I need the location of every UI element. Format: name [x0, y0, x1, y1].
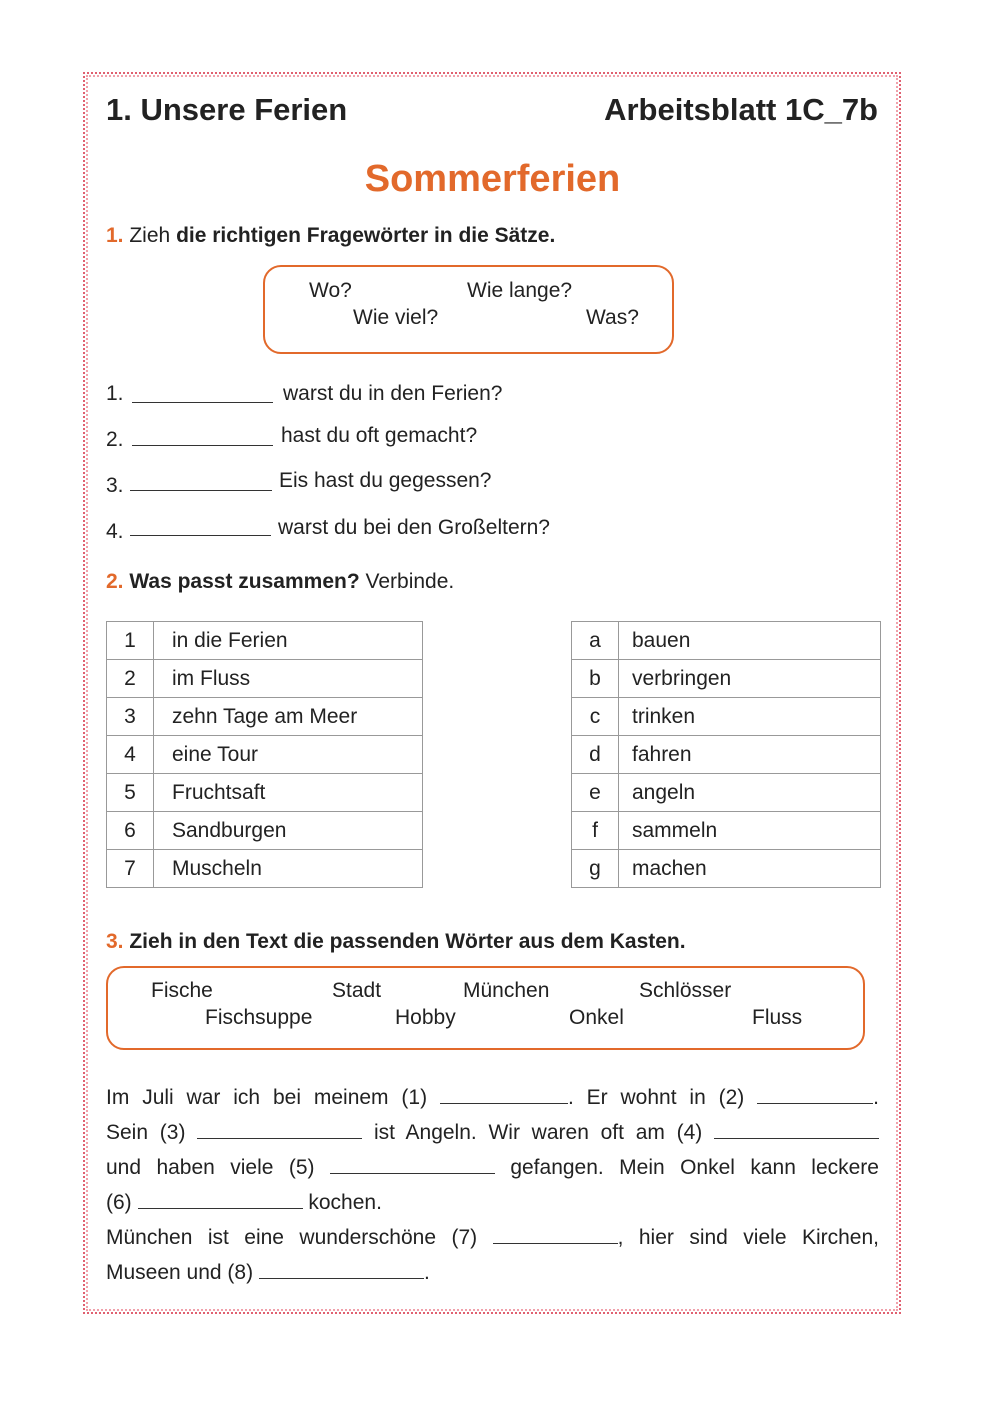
row-number: 5	[107, 774, 154, 812]
task3-word-box	[106, 966, 865, 1050]
text-segment: kochen.	[308, 1191, 382, 1214]
table-row[interactable]	[572, 850, 881, 888]
row-text: eine Tour	[154, 736, 423, 774]
word-chip[interactable]: Wie lange?	[467, 279, 573, 302]
text-segment: . Er wohnt in (2)	[567, 1086, 745, 1109]
word-chip[interactable]: Was?	[586, 306, 639, 329]
task1-word-box	[263, 265, 674, 354]
table-row[interactable]	[572, 660, 881, 698]
text-segment: Museen und (8)	[106, 1261, 254, 1284]
word-chip[interactable]: Fluss	[752, 1006, 803, 1029]
row-text: in die Ferien	[154, 622, 423, 660]
sentence-text: warst du bei den Großeltern?	[278, 516, 550, 539]
row-text: Fruchtsaft	[154, 774, 423, 812]
task3-number: 3.	[106, 930, 124, 953]
table-row[interactable]	[572, 812, 881, 850]
row-number: 6	[107, 812, 154, 850]
table-row[interactable]	[107, 736, 423, 774]
text-segment: ist Angeln. Wir waren oft am (4)	[373, 1121, 703, 1144]
sentence-text: Eis hast du gegessen?	[279, 469, 492, 492]
task1-bold: die richtigen Fragewörter in die Sätze.	[176, 224, 556, 247]
row-text: fahren	[619, 736, 881, 774]
word-chip[interactable]: München	[463, 979, 550, 1002]
task3-bold: Zieh in den Text die passenden Wörter aus dem Kasten.	[129, 930, 686, 953]
sentence-text: hast du oft gemacht?	[281, 424, 478, 447]
row-letter: b	[572, 660, 619, 698]
row-text: verbringen	[619, 660, 881, 698]
word-chip[interactable]: Wo?	[309, 279, 352, 302]
row-letter: a	[572, 622, 619, 660]
table-row[interactable]	[572, 736, 881, 774]
row-text: im Fluss	[154, 660, 423, 698]
row-number: 2	[107, 660, 154, 698]
task2-number: 2.	[106, 570, 124, 593]
gap-8[interactable]	[259, 1264, 424, 1279]
word-chip[interactable]: Stadt	[332, 979, 382, 1002]
gap-2[interactable]	[757, 1089, 873, 1104]
table-row[interactable]	[107, 660, 423, 698]
worksheet-id: Arbeitsblatt 1C_7b	[604, 92, 878, 127]
text-segment: .	[423, 1261, 430, 1284]
sentence-number: 4.	[106, 520, 124, 543]
table-row[interactable]	[572, 698, 881, 736]
sentence-text: warst du in den Ferien?	[283, 382, 503, 405]
answer-drop-zone[interactable]	[132, 445, 273, 446]
sentence-number: 2.	[106, 428, 124, 451]
word-chip[interactable]: Onkel	[569, 1006, 624, 1029]
text-segment: .	[873, 1086, 880, 1109]
row-number: 1	[107, 622, 154, 660]
text-segment: und haben viele (5)	[106, 1156, 315, 1179]
row-text: angeln	[619, 774, 881, 812]
answer-drop-zone[interactable]	[130, 535, 271, 536]
text-segment: gefangen. Mein Onkel kann leckere	[510, 1156, 879, 1179]
row-letter: e	[572, 774, 619, 812]
answer-drop-zone[interactable]	[132, 402, 273, 403]
row-text: Muscheln	[154, 850, 423, 888]
sentence-number: 3.	[106, 474, 124, 497]
word-chip[interactable]: Hobby	[395, 1006, 456, 1029]
word-chip[interactable]: Fischsuppe	[205, 1006, 313, 1029]
row-number: 7	[107, 850, 154, 888]
word-chip[interactable]: Schlösser	[639, 979, 732, 1002]
gap-6[interactable]	[138, 1194, 303, 1209]
gap-1[interactable]	[440, 1089, 568, 1104]
matching-table-left	[106, 621, 423, 888]
gap-5[interactable]	[330, 1159, 495, 1174]
sentence-number: 1.	[106, 382, 124, 405]
row-letter: c	[572, 698, 619, 736]
table-row[interactable]	[572, 774, 881, 812]
row-text: trinken	[619, 698, 881, 736]
task2-bold: Was passt zusammen?	[129, 570, 360, 593]
text-segment: München ist eine wunderschöne (7)	[106, 1226, 478, 1249]
table-row[interactable]	[107, 698, 423, 736]
matching-table-right	[571, 621, 881, 888]
row-text: zehn Tage am Meer	[154, 698, 423, 736]
table-row[interactable]	[107, 774, 423, 812]
text-segment: Sein (3)	[106, 1121, 186, 1144]
row-text: machen	[619, 850, 881, 888]
task1-number: 1.	[106, 224, 124, 247]
text-segment: Im Juli war ich bei meinem (1)	[106, 1086, 428, 1109]
row-letter: f	[572, 812, 619, 850]
gap-7[interactable]	[493, 1229, 618, 1244]
answer-drop-zone[interactable]	[130, 490, 272, 491]
row-text: bauen	[619, 622, 881, 660]
worksheet-unit-title: 1. Unsere Ferien	[106, 92, 348, 127]
table-row[interactable]	[107, 622, 423, 660]
word-chip[interactable]: Fische	[151, 979, 213, 1002]
task1-plain: Zieh	[129, 224, 171, 247]
table-row[interactable]	[572, 622, 881, 660]
task1-instruction	[106, 224, 555, 248]
row-text: sammeln	[619, 812, 881, 850]
table-row[interactable]	[107, 850, 423, 888]
page-title: Sommerferien	[364, 158, 621, 200]
text-segment: (6)	[106, 1191, 132, 1214]
row-text: Sandburgen	[154, 812, 423, 850]
table-row[interactable]	[107, 812, 423, 850]
task2-instruction	[106, 570, 454, 594]
row-number: 3	[107, 698, 154, 736]
text-segment: , hier sind viele Kirchen,	[617, 1226, 879, 1249]
gap-3[interactable]	[197, 1124, 362, 1139]
row-number: 4	[107, 736, 154, 774]
row-letter: g	[572, 850, 619, 888]
cloze-text	[106, 1080, 879, 1290]
word-chip[interactable]: Wie viel?	[353, 306, 439, 329]
row-letter: d	[572, 736, 619, 774]
task2-plain: Verbinde.	[365, 570, 455, 593]
task3-instruction	[106, 930, 686, 954]
gap-4[interactable]	[714, 1124, 879, 1139]
